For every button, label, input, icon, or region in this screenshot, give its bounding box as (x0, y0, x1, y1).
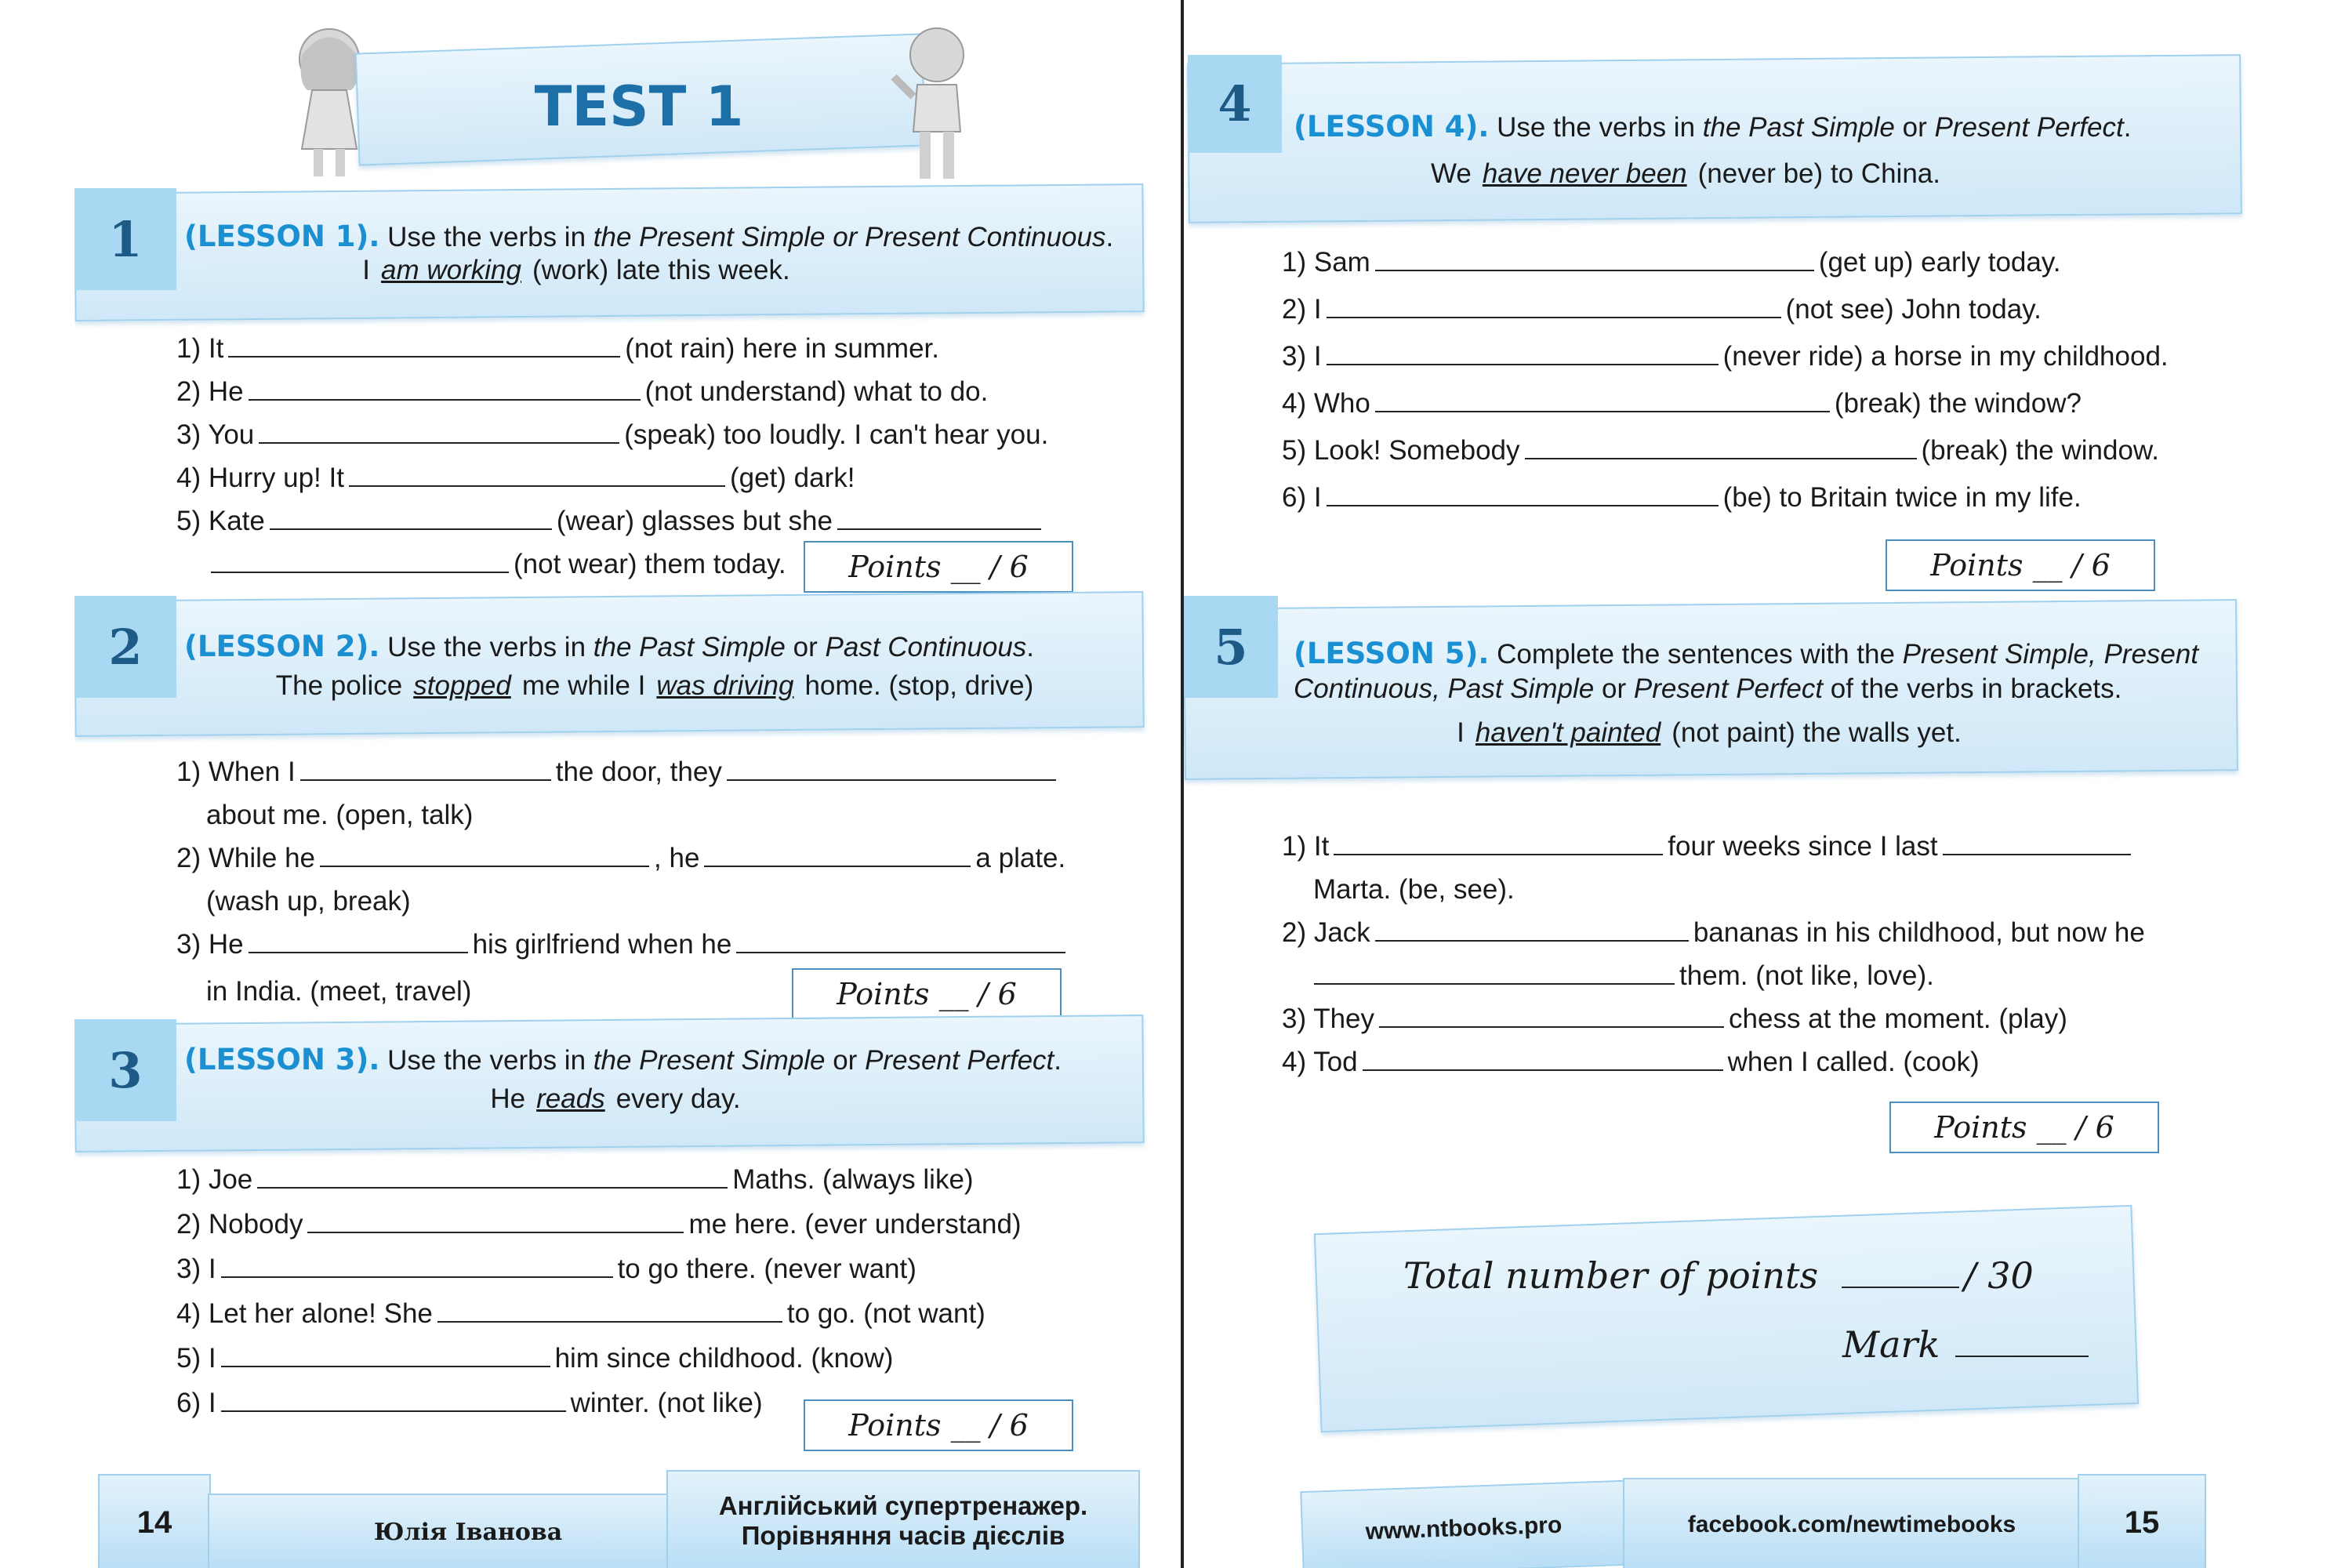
answer-blank[interactable] (349, 485, 725, 487)
answer-blank[interactable] (221, 1276, 613, 1278)
mark-line: Mark (1842, 1323, 2093, 1366)
s4-item-5: 5) Look! Somebody (break) the window. (1282, 435, 2159, 466)
section-1-instruction: (LESSON 1). Use the verbs in the Present Simple or Present Continuous. (184, 220, 1114, 253)
answer-blank[interactable] (300, 779, 551, 781)
s2-item-1: 1) When I the door, they (176, 757, 1061, 788)
s2-item-2b: (wash up, break) (206, 886, 411, 916)
s2-item-3b: in India. (meet, travel) (206, 976, 472, 1007)
answer-blank[interactable] (1327, 504, 1719, 506)
section-4-number: 4 (1188, 55, 1282, 153)
section-5-instruction: (LESSON 5). Complete the sentences with the Present Simple, Present Continuous, Past Simple or Present Perfect of the verbs in brackets. (1294, 637, 2199, 704)
answer-blank[interactable] (1334, 853, 1663, 855)
answer-blank[interactable] (837, 528, 1041, 530)
s4-item-2: 2) I (not see) John today. (1282, 294, 2042, 325)
s1-item-5: 5) Kate (wear) glasses but she (176, 506, 1046, 537)
s5-item-1: 1) It four weeks since I last (1282, 831, 2136, 862)
s4-item-4: 4) Who (break) the window? (1282, 388, 2082, 419)
s2-item-2: 2) While he , he a plate. (176, 843, 1066, 873)
s4-item-3: 3) I (never ride) a horse in my childhood. (1282, 341, 2169, 372)
answer-blank[interactable] (270, 528, 552, 530)
s2-item-3: 3) He his girlfriend when he (176, 929, 1070, 960)
s4-item-1: 1) Sam (get up) early today. (1282, 247, 2061, 278)
section-3-instruction: (LESSON 3). Use the verbs in the Present Simple or Present Perfect. (184, 1043, 1062, 1076)
section-1-example: I am working (work) late this week. (362, 255, 790, 285)
s5-item-2b: them. (not like, love). (1309, 960, 1934, 992)
s3-item-3: 3) I to go there. (never want) (176, 1254, 916, 1284)
s4-item-6: 6) I (be) to Britain twice in my life. (1282, 482, 2082, 513)
answer-blank[interactable] (320, 865, 649, 867)
answer-blank[interactable] (1375, 939, 1689, 942)
answer-blank[interactable] (1525, 457, 1917, 459)
page-number-right: 15 (2078, 1474, 2206, 1568)
left-page (74, 0, 1180, 1568)
s1-item-1: 1) It (not rain) here in summer. (176, 333, 940, 364)
section-4-example: We have never been (never be) to China. (1431, 158, 1940, 189)
s3-item-1: 1) Joe Maths. (always like) (176, 1164, 974, 1195)
author-name: Юлія Іванова (208, 1494, 728, 1568)
section-3-points: Points __ / 6 (804, 1399, 1073, 1451)
answer-blank[interactable] (257, 1186, 728, 1189)
section-2-points: Points __ / 6 (792, 968, 1062, 1020)
total-points-line: Total number of points / 30 (1403, 1254, 2034, 1297)
s5-item-2: 2) Jack bananas in his childhood, but now he (1282, 917, 2145, 948)
lesson-label: (LESSON 1). (184, 220, 380, 253)
s1-item-2: 2) He (not understand) what to do. (176, 376, 989, 407)
answer-blank[interactable] (736, 951, 1065, 953)
section-5-number: 5 (1184, 596, 1278, 698)
s5-item-3: 3) They chess at the moment. (play) (1282, 1004, 2067, 1034)
answer-blank[interactable] (1375, 410, 1830, 412)
answer-blank[interactable] (704, 865, 971, 867)
s2-item-1b: about me. (open, talk) (206, 800, 474, 830)
page-number-left: 14 (98, 1474, 211, 1568)
s3-item-2: 2) Nobody me here. (ever understand) (176, 1209, 1022, 1240)
section-5-example: I haven't painted (not paint) the walls yet. (1457, 717, 1962, 748)
answer-blank[interactable] (307, 1231, 684, 1233)
answer-blank[interactable] (437, 1320, 782, 1323)
section-1-points: Points __ / 6 (804, 541, 1073, 593)
answer-blank[interactable] (1363, 1069, 1723, 1071)
answer-blank[interactable] (249, 951, 468, 953)
website-link[interactable]: www.ntbooks.pro (1300, 1480, 1628, 1568)
s5-item-4: 4) Tod when I called. (cook) (1282, 1047, 1980, 1077)
answer-blank[interactable] (1327, 316, 1781, 318)
section-3-example: He reads every day. (490, 1083, 741, 1114)
section-2-number: 2 (74, 596, 176, 698)
answer-blank[interactable] (727, 779, 1056, 781)
section-3-number: 3 (74, 1019, 176, 1121)
answer-blank[interactable] (221, 1365, 550, 1367)
section-5-points: Points __ / 6 (1889, 1102, 2159, 1153)
section-2-example: The police stopped me while I was driving home. (stop, drive) (275, 670, 1034, 701)
s3-item-6: 6) I winter. (not like) (176, 1388, 763, 1418)
section-4-points: Points __ / 6 (1886, 539, 2155, 591)
s5-item-1b: Marta. (be, see). (1313, 874, 1515, 905)
answer-blank[interactable] (211, 571, 509, 573)
book-title: Англійський супертренажер. Порівняння часів дієслів (666, 1470, 1140, 1568)
mark-blank[interactable] (1955, 1355, 2089, 1357)
answer-blank[interactable] (1314, 982, 1675, 985)
right-page (1184, 0, 2289, 1568)
s1-item-3: 3) You (speak) too loudly. I can't hear you. (176, 419, 1049, 450)
answer-blank[interactable] (1327, 363, 1719, 365)
s1-item-4: 4) Hurry up! It (get) dark! (176, 463, 855, 493)
answer-blank[interactable] (1943, 853, 2131, 855)
answer-blank[interactable] (1379, 1025, 1724, 1028)
s3-item-5: 5) I him since childhood. (know) (176, 1343, 894, 1374)
facebook-link[interactable]: facebook.com/newtimebooks (1623, 1478, 2081, 1568)
section-1-number: 1 (74, 188, 176, 290)
total-banner (1314, 1205, 2139, 1432)
s1-item-6: (not wear) them today. (206, 549, 786, 580)
section-4-instruction: (LESSON 4). Use the verbs in the Past Simple or Present Perfect. (1294, 110, 2132, 143)
boy-figure-icon (890, 22, 984, 187)
answer-blank[interactable] (259, 441, 619, 444)
section-2-instruction: (LESSON 2). Use the verbs in the Past Simple or Past Continuous. (184, 630, 1035, 663)
s3-item-4: 4) Let her alone! She to go. (not want) (176, 1298, 985, 1329)
answer-blank[interactable] (228, 355, 620, 358)
answer-blank[interactable] (249, 398, 641, 401)
test-title: TEST 1 (534, 74, 744, 139)
answer-blank[interactable] (1375, 269, 1814, 271)
total-blank[interactable] (1842, 1286, 1959, 1288)
answer-blank[interactable] (221, 1410, 566, 1412)
